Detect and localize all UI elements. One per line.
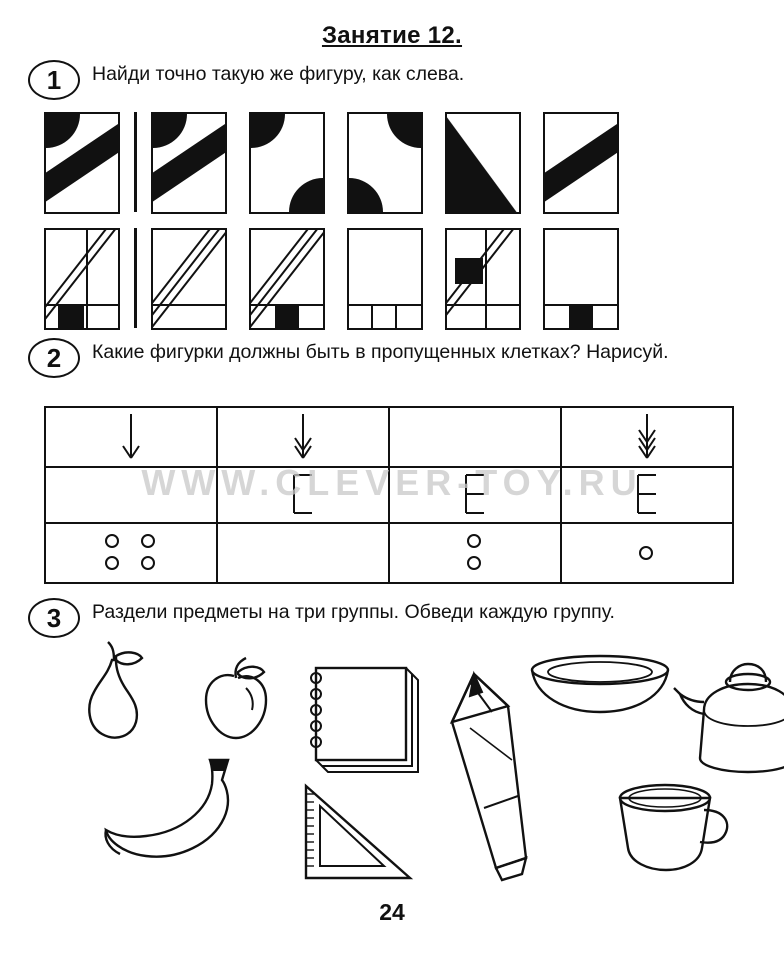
matrix-cell-1-3[interactable] <box>389 407 561 467</box>
two-circles-icon <box>465 530 485 576</box>
task-1 <box>28 58 758 100</box>
arrow-1-barb-icon <box>111 412 151 462</box>
matrix-cell-3-1[interactable] <box>45 523 217 583</box>
object-banana[interactable] <box>100 752 280 877</box>
task-1-option-b3[interactable] <box>347 228 423 330</box>
quarter-disc-bottom-right-icon <box>289 178 323 212</box>
task-1-instruction: Найди точно такую же фигуру, как слева. <box>92 63 465 85</box>
task-3-number: 3 <box>28 598 80 638</box>
horizontal-line-icon <box>349 304 421 306</box>
task-3-header <box>28 596 758 638</box>
four-circles-icon <box>99 530 163 576</box>
task-1-figure-row-2 <box>44 228 619 330</box>
comb-3-teeth-icon <box>458 473 492 517</box>
task-3-instruction: Раздели предметы на три группы. Обведи каждую группу. <box>92 601 615 623</box>
task-2-matrix <box>44 406 734 584</box>
task-1-option-b2[interactable] <box>249 228 325 330</box>
matrix-cell-1-4[interactable] <box>561 407 733 467</box>
task-1-option-2[interactable] <box>249 112 325 214</box>
quarter-disc-top-right-icon <box>387 114 421 148</box>
task-3 <box>28 596 758 638</box>
matrix-cell-1-2[interactable] <box>217 407 389 467</box>
object-kettle[interactable] <box>670 654 784 789</box>
black-square-icon <box>275 306 299 328</box>
black-square-icon <box>569 306 593 328</box>
task-1-option-b1[interactable] <box>151 228 227 330</box>
column-divider <box>134 228 137 328</box>
object-cup[interactable] <box>600 772 740 887</box>
vertical-line-icon <box>485 230 487 328</box>
black-square-icon <box>455 258 483 284</box>
task-1-figure-row-1 <box>44 112 619 214</box>
matrix-cell-3-3[interactable] <box>389 523 561 583</box>
quarter-disc-top-left-icon <box>153 114 187 148</box>
task-1-option-3[interactable] <box>347 112 423 214</box>
matrix-cell-1-1[interactable] <box>45 407 217 467</box>
table-row <box>45 523 733 583</box>
object-triangle-ruler[interactable] <box>290 780 430 895</box>
task-1-sample-figure[interactable] <box>44 112 120 214</box>
horizontal-line-icon <box>153 304 225 306</box>
page-title: Занятие 12. <box>321 22 463 49</box>
arrow-2-barbs-icon <box>283 412 323 462</box>
task-1-sample-figure-2[interactable] <box>44 228 120 330</box>
task-3-objects <box>40 640 754 890</box>
task-2-number: 2 <box>28 338 80 378</box>
matrix-cell-2-4[interactable] <box>561 467 733 523</box>
task-1-option-1[interactable] <box>151 112 227 214</box>
matrix-cell-2-2[interactable] <box>217 467 389 523</box>
horizontal-line-icon <box>447 304 519 306</box>
watermark: WWW.CLEVER-TOY.RU <box>141 462 643 503</box>
task-1-number: 1 <box>28 60 80 100</box>
vertical-line-icon <box>395 306 397 328</box>
object-plate[interactable] <box>520 650 680 731</box>
quarter-disc-top-left-icon <box>251 114 285 148</box>
task-1-option-b4[interactable] <box>445 228 521 330</box>
table-row <box>45 467 733 523</box>
task-1-option-5[interactable] <box>543 112 619 214</box>
one-circle-icon <box>637 530 657 576</box>
matrix-cell-3-4[interactable] <box>561 523 733 583</box>
task-2-header <box>28 336 758 378</box>
matrix-cell-2-1[interactable] <box>45 467 217 523</box>
matrix-table <box>44 406 734 584</box>
task-1-option-b5[interactable] <box>543 228 619 330</box>
object-apple[interactable] <box>188 654 288 755</box>
object-pear[interactable] <box>60 640 170 755</box>
comb-3-teeth-icon <box>630 473 664 517</box>
matrix-cell-2-3[interactable] <box>389 467 561 523</box>
diagonal-stripes-icon <box>153 230 225 328</box>
page-number: 24 <box>379 899 405 925</box>
vertical-line-icon <box>371 306 373 328</box>
object-notebook[interactable] <box>298 652 428 783</box>
black-triangle-icon <box>447 114 519 212</box>
table-row <box>45 407 733 467</box>
arrow-3-barbs-icon <box>627 412 667 462</box>
diagonal-band-icon <box>543 121 619 205</box>
task-1-option-4[interactable] <box>445 112 521 214</box>
task-1-header <box>28 58 758 100</box>
task-2-instruction: Какие фигурки должны быть в пропущенных клетках? Нарисуй. <box>92 341 669 363</box>
quarter-disc-bottom-left-icon <box>349 178 383 212</box>
vertical-line-icon <box>86 230 88 328</box>
quarter-disc-top-left-icon <box>46 114 80 148</box>
column-divider <box>134 112 137 212</box>
black-square-icon <box>58 306 84 328</box>
comb-2-teeth-icon <box>286 473 320 517</box>
task-2 <box>28 336 758 378</box>
matrix-cell-3-2[interactable] <box>217 523 389 583</box>
